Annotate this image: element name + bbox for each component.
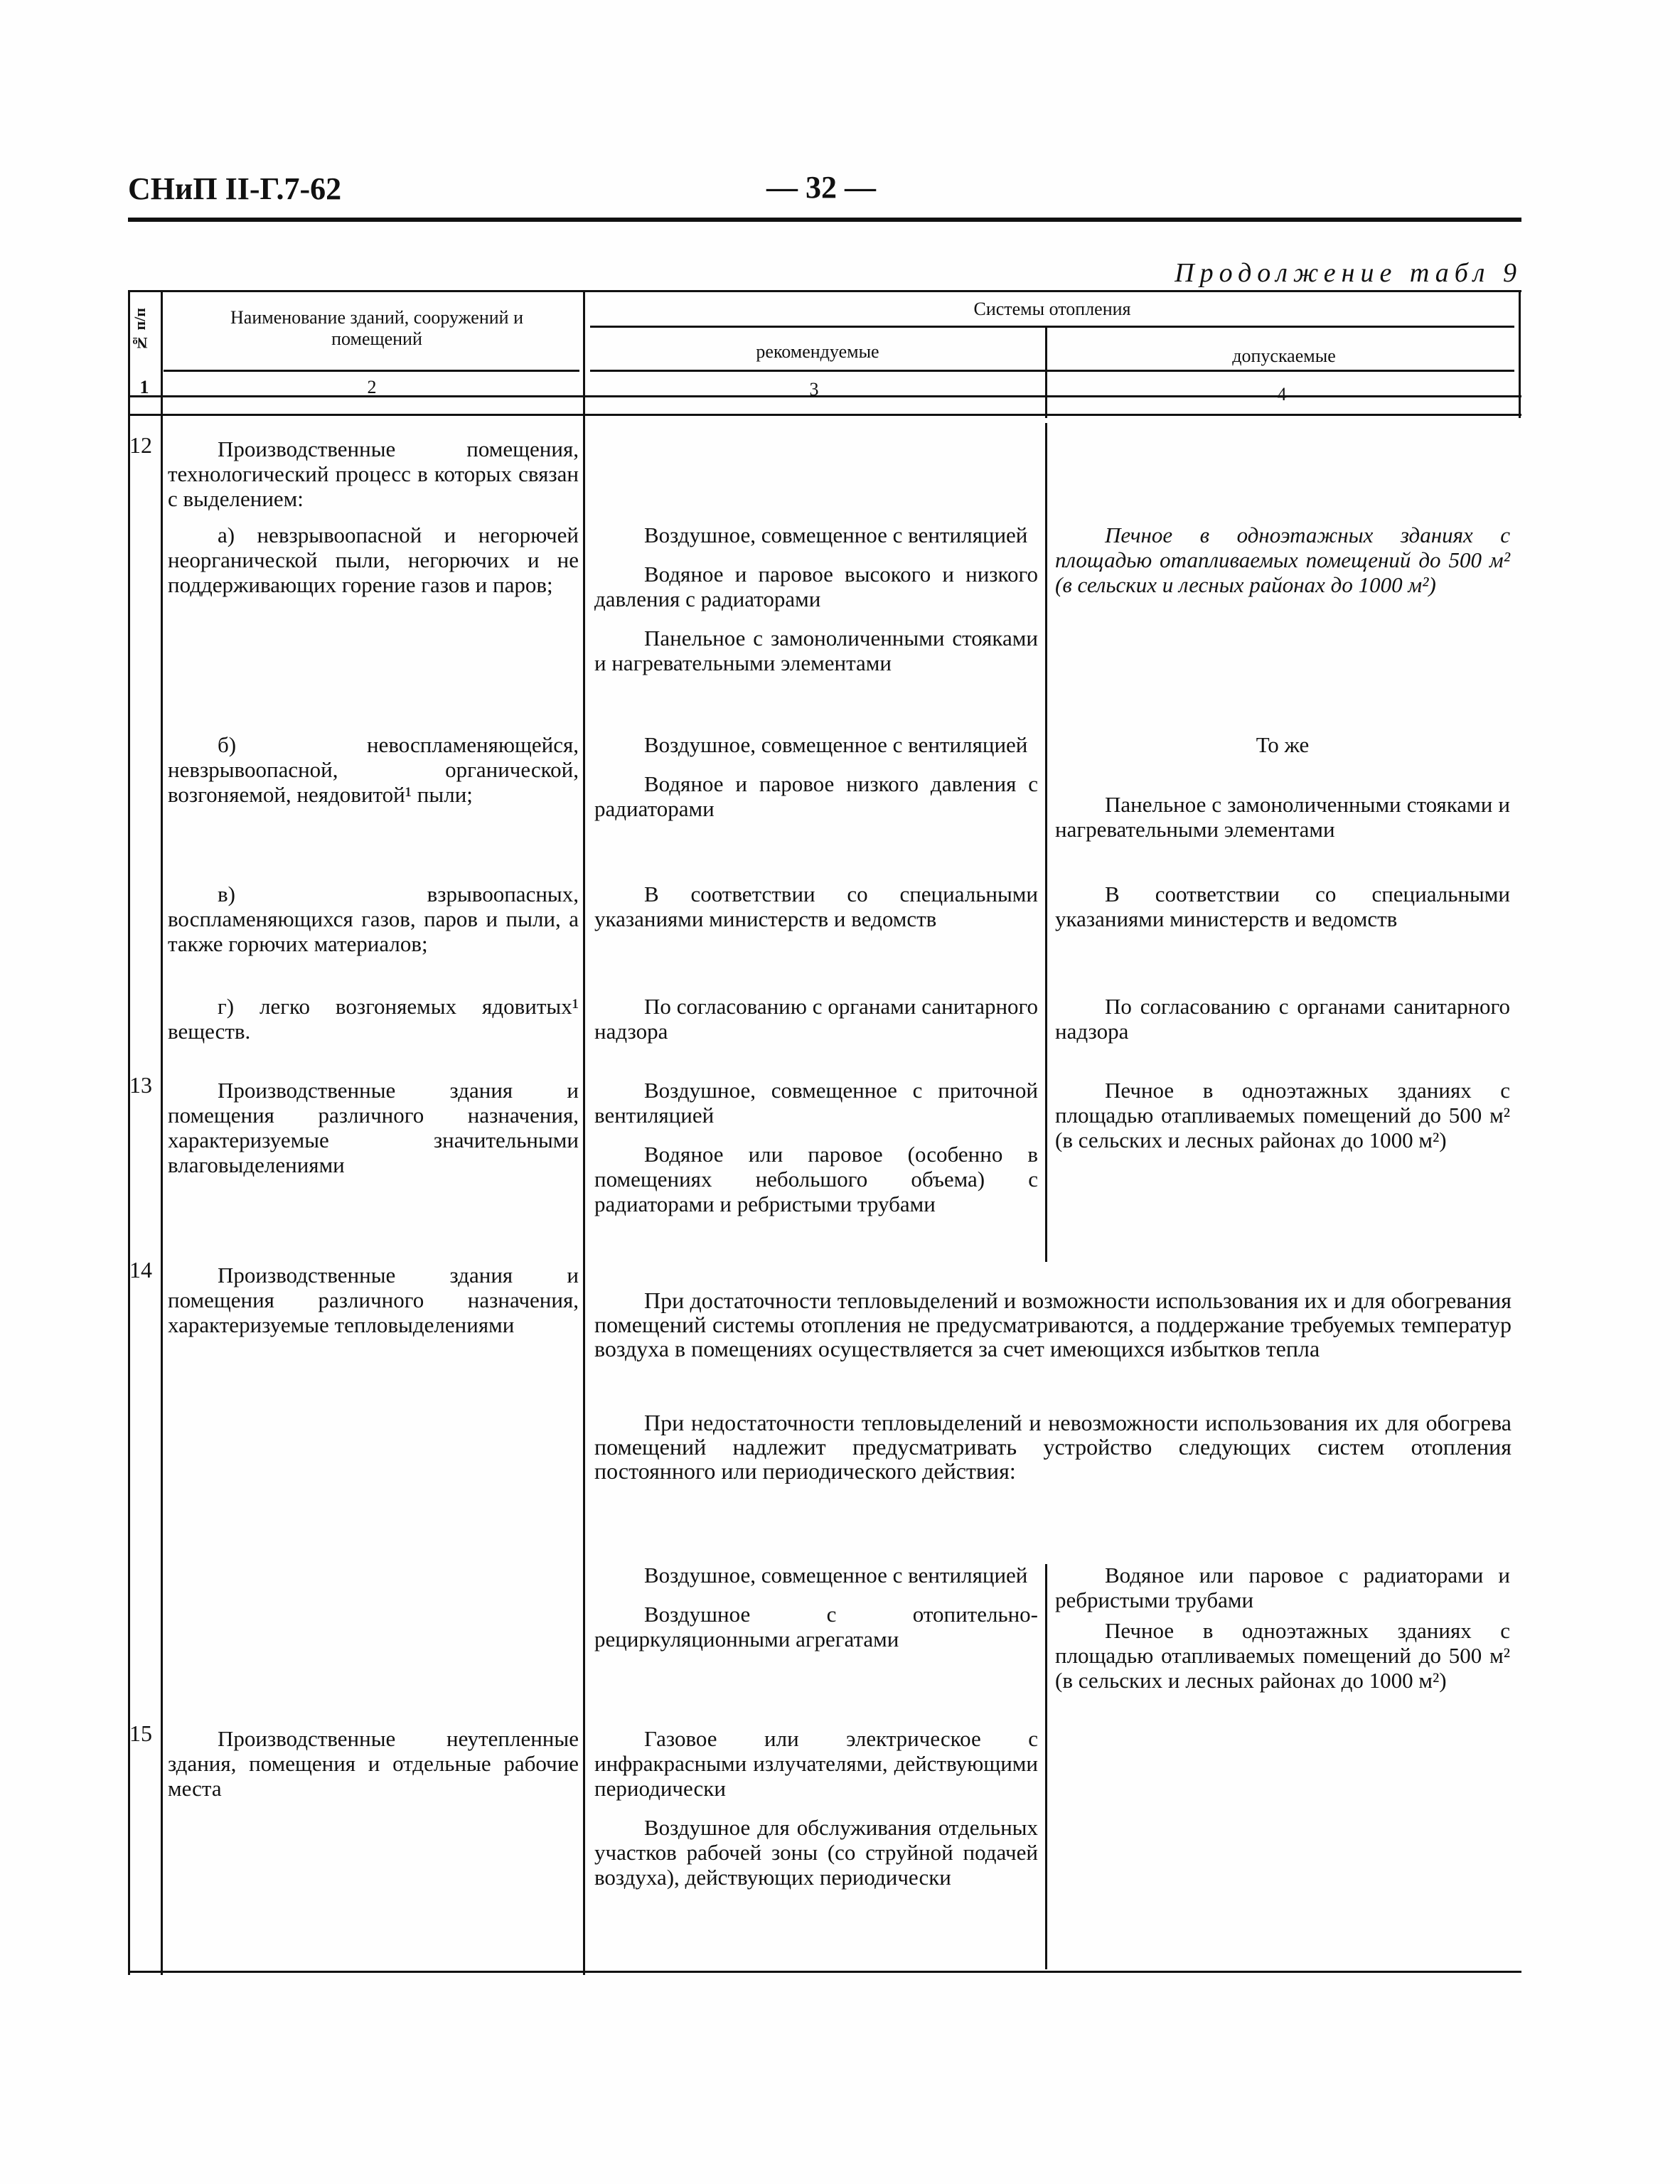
row12-g-recommended: По согласованию с органами санитарного надзора bbox=[594, 994, 1038, 1044]
row12-g-allowed: По согласованию с органами санитарного надзора bbox=[1055, 994, 1510, 1044]
row14-recommended: Воздушное, совмещенное с вентиляцией Воздушное с отопительно-рециркуляционными агрегатами bbox=[594, 1563, 1038, 1652]
row14-name: Производственные здания и помещения различного назначения, характеризуемые тепловыделениями bbox=[168, 1263, 579, 1337]
row13-allowed: Печное в одноэтажных зданиях с площадью отапливаемых помещений до 500 м² (в сельских и лесных районах до 1000 м²) bbox=[1055, 1078, 1510, 1152]
row-number: 12 bbox=[129, 432, 152, 458]
page-number: — 32 — bbox=[766, 170, 876, 205]
row12-v-recommended: В соответствии со специальными указаниями министерств и ведомств bbox=[594, 882, 1038, 931]
row12-b-name: б) невоспламеняющейся, невзрывоопасной, органической, возгоняемой, неядовитой¹ пыли; bbox=[168, 732, 579, 807]
col-number-1: 1 bbox=[139, 377, 149, 397]
row-number: 13 bbox=[129, 1072, 152, 1098]
row12-b-recommended: Воздушное, совмещенное с вентиляцией Водяное и паровое низкого давления с радиаторами bbox=[594, 732, 1038, 821]
col-header-num: № п/п bbox=[131, 308, 149, 352]
row12-a-recommended: Воздушное, совмещенное с вентиляцией Водяное и паровое высокого и низкого давления с радиаторами Панельное с замоноличенными стояками и нагревательными элементами bbox=[594, 523, 1038, 675]
row12-b-allowed: Панельное с замоноличенными стояками и нагревательными элементами bbox=[1055, 792, 1510, 842]
row13-recommended: Воздушное, совмещенное с приточной вентиляцией Водяное или паровое (особенно в помещениях небольшого объема) с радиаторами и ребристыми трубами bbox=[594, 1078, 1038, 1216]
col-header-systems: Системы отопления bbox=[973, 299, 1131, 319]
row12-g-name: г) легко возгоняемых ядовитых¹ веществ. bbox=[168, 994, 579, 1044]
row14-span-insufficient: При недостаточности тепловыделений и невозможности использования их для обогрева помещений надлежит предусматривать устройство следующих систем отопления постоянного или периодического действия: bbox=[594, 1410, 1512, 1484]
row15-name: Производственные неутепленные здания, помещения и отдельные рабочие места bbox=[168, 1726, 579, 1801]
document-code: СНиП II-Г.7-62 bbox=[128, 171, 342, 206]
col-number-2: 2 bbox=[367, 377, 377, 397]
row12-intro: Производственные помещения, технологический процесс в которых связан с выделением: bbox=[168, 437, 579, 511]
col-header-name: Наименование зданий, сооружений и помещений bbox=[230, 307, 523, 349]
table-continuation-label: Продолжение табл 9 bbox=[1175, 258, 1522, 288]
header-rule bbox=[128, 218, 1521, 222]
row15-recommended: Газовое или электрическое с инфракрасными излучателями, действующими периодически Воздушное для обслуживания отдельных участков рабочей зоны (со струйной подачей воздуха), действующих периодически bbox=[594, 1726, 1038, 1890]
row-number: 15 bbox=[129, 1720, 152, 1746]
row12-b-allowed-same: То же bbox=[1256, 732, 1310, 757]
col-number-3: 3 bbox=[809, 379, 819, 400]
row14-span-sufficient: При достаточности тепловыделений и возможности использования их и для обогревания помещений системы отопления не предусматриваются, а поддержание требуемых температур воздуха в помещениях осуществляется за счет имеющихся избытков тепла bbox=[594, 1288, 1512, 1361]
col-header-recommended: рекомендуемые bbox=[756, 341, 879, 362]
row12-a-allowed: Печное в одноэтажных зданиях с площадью отапливаемых помещений до 500 м² (в сельских и лесных районах до 1000 м²) bbox=[1055, 523, 1510, 597]
row12-v-name: в) взрывоопасных, воспламеняющихся газов, паров и пыли, а также горючих материалов; bbox=[168, 882, 579, 956]
col-header-allowed: допускаемые bbox=[1232, 346, 1336, 366]
row12-v-allowed: В соответствии со специальными указаниями министерств и ведомств bbox=[1055, 882, 1510, 931]
row12-a-name: а) невзрывоопасной и негорючей неорганической пыли, негорючих и не поддерживающих горение газов и паров; bbox=[168, 523, 579, 597]
row13-name: Производственные здания и помещения различного назначения, характеризуемые значительными влаговыделениями bbox=[168, 1078, 579, 1177]
row-number: 14 bbox=[129, 1257, 152, 1283]
row14-allowed: Водяное или паровое с радиаторами и ребристыми трубами Печное в одноэтажных зданиях с площадью отапливаемых помещений до 500 м² (в сельских и лесных районах до 1000 м²) bbox=[1055, 1563, 1510, 1693]
col-number-4: 4 bbox=[1277, 384, 1287, 405]
